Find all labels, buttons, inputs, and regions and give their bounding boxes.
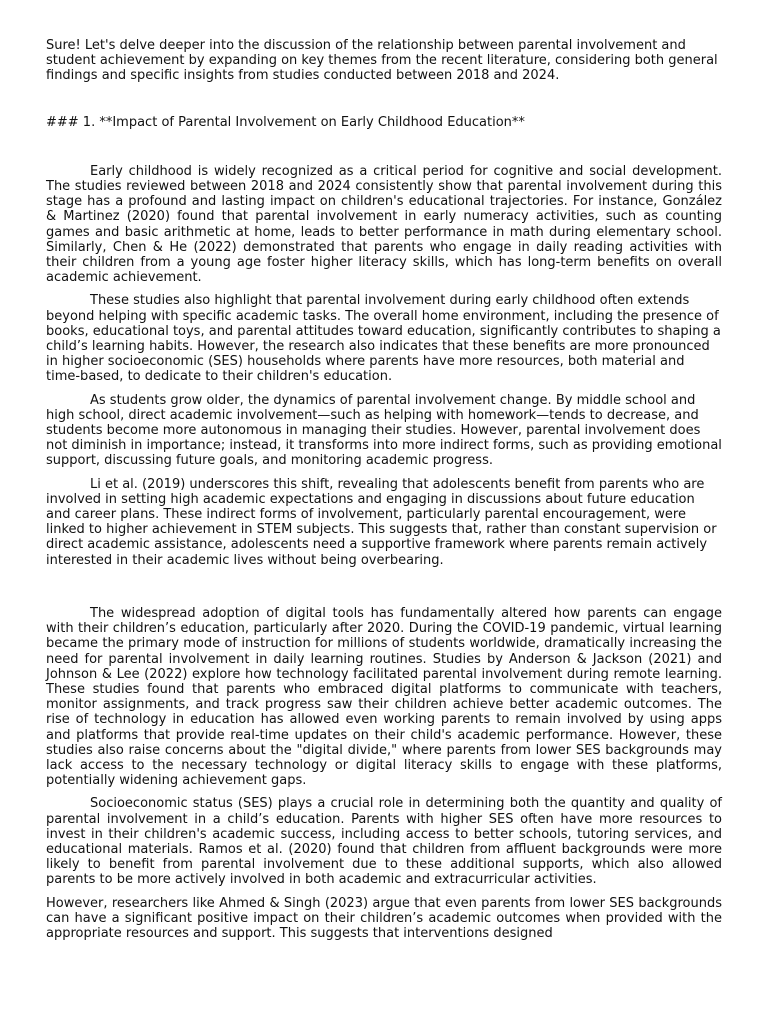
paragraph-socioeconomic-status: Socioeconomic status (SES) plays a crucial role in determining both the quantity and quality of parental involvement in a child’s education. Parents with higher SES often have more resources to invest in their children's academic success, including access to better schools, tutoring services, and educational materials. Ramos et al. (2020) found that children from affluent backgrounds were more likely to benefit from parental involvement due to these additional supports, which also allowed parents to be more actively involved in both academic and extracurricular activities. [46, 796, 722, 888]
paragraph-home-environment: These studies also highlight that parental involvement during early childhood often extends beyond helping with specific academic tasks. The overall home environment, including the presence of books, educational toys, and parental attitudes toward education, significantly contributes to shaping a child’s learning habits. However, the research also indicates that these benefits are more pronounced in higher socioeconomic (SES) households where parents have more resources, both material and time-based, to dedicate to their children's education. [46, 293, 721, 385]
paragraph-older-students: As students grow older, the dynamics of parental involvement change. By middle school and high school, direct academic involvement—such as helping with homework—tends to decrease, and students become more autonomous in managing their studies. However, parental involvement does not diminish in importance; instead, it transforms into more indirect forms, such as providing emotional support, discussing future goals, and monitoring academic progress. [46, 392, 722, 469]
intro-paragraph: Sure! Let's delve deeper into the discussion of the relationship between parental involvement and student achievement by expanding on key themes from the recent literature, considering both general findings and specific insights from studies conducted between 2018 and 2024. [46, 38, 718, 84]
document-body [46, 38, 722, 941]
paragraph-adolescents: Li et al. (2019) underscores this shift, revealing that adolescents benefit from parents who are involved in setting high academic expectations and engaging in discussions about future education and career plans. These indirect forms of involvement, particularly parental encouragement, were linked to higher achievement in STEM subjects. This suggests that, rather than constant supervision or direct academic assistance, adolescents need a supportive framework where parents remain actively interested in their academic lives without being overbearing. [46, 476, 717, 568]
paragraph-early-childhood: Early childhood is widely recognized as a critical period for cognitive and social development. The studies reviewed between 2018 and 2024 consistently show that parental involvement during this stage has a profound and lasting impact on children's educational trajectories. For instance, González & Martinez (2020) found that parental involvement in early numeracy activities, such as counting games and basic arithmetic at home, leads to better performance in math during elementary school. Similarly, Chen & He (2022) demonstrated that parents who engage in daily reading activities with their children from a young age foster higher literacy skills, which has long-term benefits on overall academic achievement. [46, 163, 722, 286]
paragraph-lower-ses: However, researchers like Ahmed & Singh (2023) argue that even parents from lower SES backgrounds can have a significant positive impact on their children’s academic outcomes when provided with the appropriate resources and support. This suggests that interventions designed [46, 895, 722, 941]
section-heading: ### 1. **Impact of Parental Involvement on Early Childhood Education** [46, 114, 525, 130]
paragraph-digital-tools: The widespread adoption of digital tools has fundamentally altered how parents can engage with their children’s education, particularly after 2020. During the COVID-19 pandemic, virtual learning became the primary mode of instruction for millions of students worldwide, dramatically increasing the need for parental involvement in daily learning routines. Studies by Anderson & Jackson (2021) and Johnson & Lee (2022) explore how technology facilitated parental involvement during remote learning. These studies found that parents who embraced digital platforms to communicate with teachers, monitor assignments, and track progress saw their children achieve better academic outcomes. The rise of technology in education has allowed even working parents to remain involved by using apps and platforms that provide real-time updates on their child's academic performance. However, these studies also raise concerns about the "digital divide," where parents from lower SES backgrounds may lack access to the necessary technology or digital literacy skills to engage with these platforms, potentially widening achievement gaps. [46, 605, 722, 789]
